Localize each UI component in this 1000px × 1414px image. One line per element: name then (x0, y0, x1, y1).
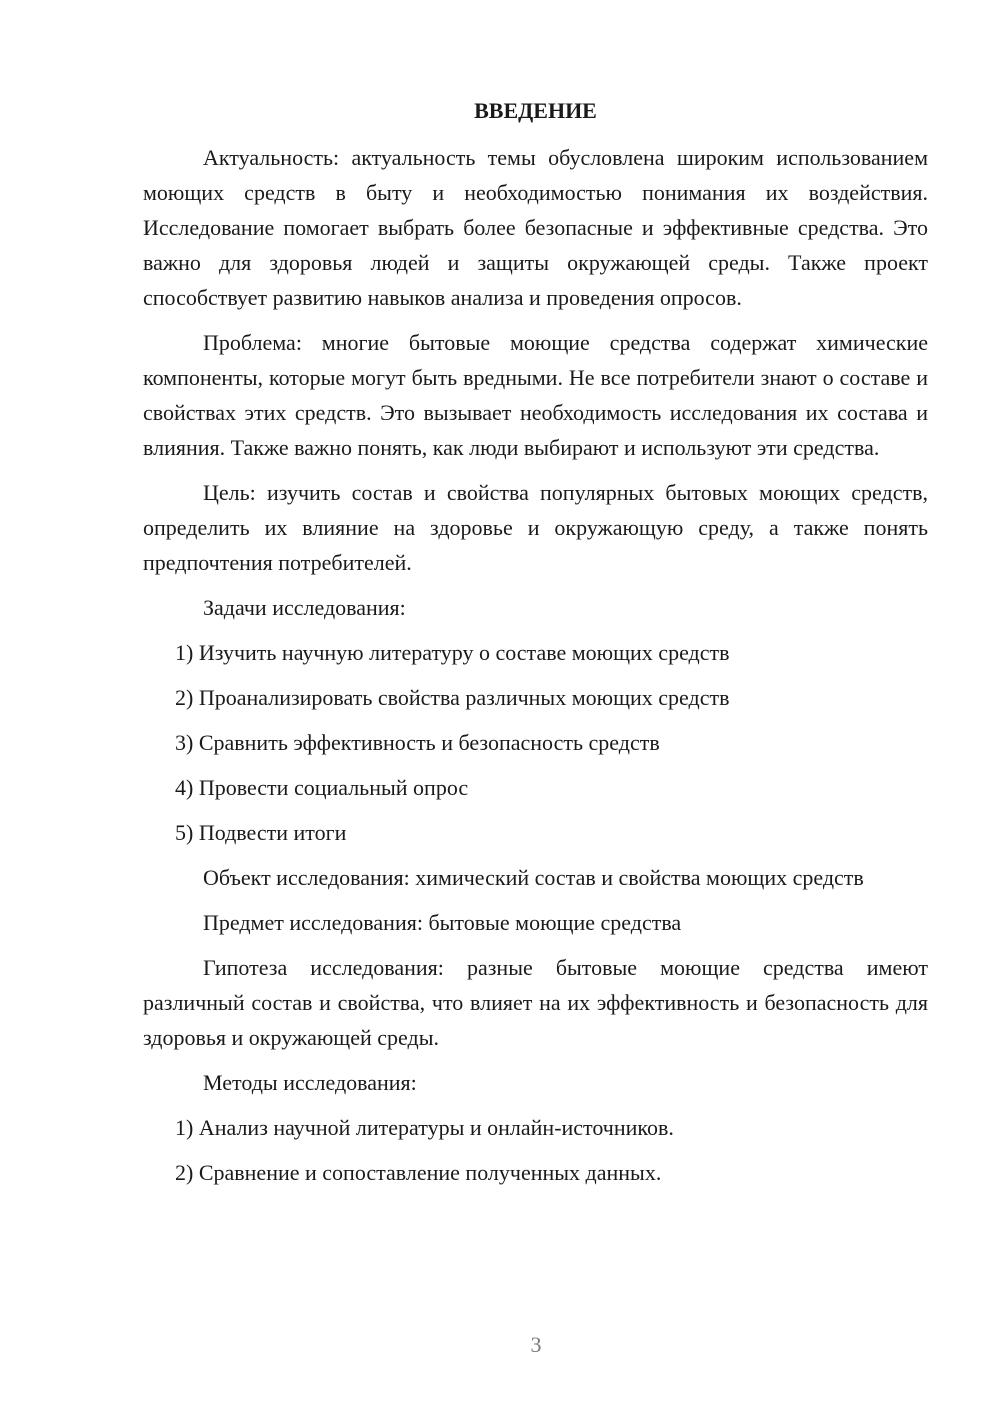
hypothesis-paragraph: Гипотеза исследования: разные бытовые моющие средства имеют различный состав и свойства, что влияет на их эффективность и безопасность для здоровья и окружающей среды. (143, 955, 928, 1050)
method-item: 2) Сравнение и сопоставление полученных данных. (175, 1160, 662, 1185)
object-paragraph: Объект исследования: химический состав и свойства моющих средств (203, 865, 864, 890)
tasks-heading: Задачи исследования: (203, 595, 406, 620)
page-number: 3 (530, 1332, 542, 1357)
task-item: 3) Сравнить эффективность и безопасность средств (175, 730, 660, 755)
relevance-paragraph: Актуальность: актуальность темы обусловлена широким использованием моющих средств в быту и необходимостью понимания их воздействия. Исследование помогает выбрать более безопасные и эффективные средства. Это важно для здоровья людей и защиты окружающей среды. Также проект способствует развитию навыков анализа и проведения опросов. (143, 145, 928, 310)
task-item: 5) Подвести итоги (175, 820, 347, 845)
task-item: 2) Проанализировать свойства различных моющих средств (175, 685, 730, 710)
task-item: 1) Изучить научную литературу о составе моющих средств (175, 640, 730, 665)
subject-paragraph: Предмет исследования: бытовые моющие средства (203, 910, 682, 935)
problem-paragraph: Проблема: многие бытовые моющие средства содержат химические компоненты, которые могут быть вредными. Не все потребители знают о составе и свойствах этих средств. Это вызывает необходимость исследования их состава и влияния. Также важно понять, как люди выбирают и используют эти средства. (143, 330, 928, 460)
document-page (143, 96, 928, 1200)
page-title: ВВЕДЕНИЕ (474, 98, 597, 123)
goal-paragraph: Цель: изучить состав и свойства популярных бытовых моющих средств, определить их влияние на здоровье и окружающую среду, а также понять предпочтения потребителей. (143, 480, 928, 575)
methods-heading: Методы исследования: (203, 1070, 417, 1095)
task-item: 4) Провести социальный опрос (175, 775, 469, 800)
method-item: 1) Анализ научной литературы и онлайн-источников. (175, 1115, 674, 1140)
